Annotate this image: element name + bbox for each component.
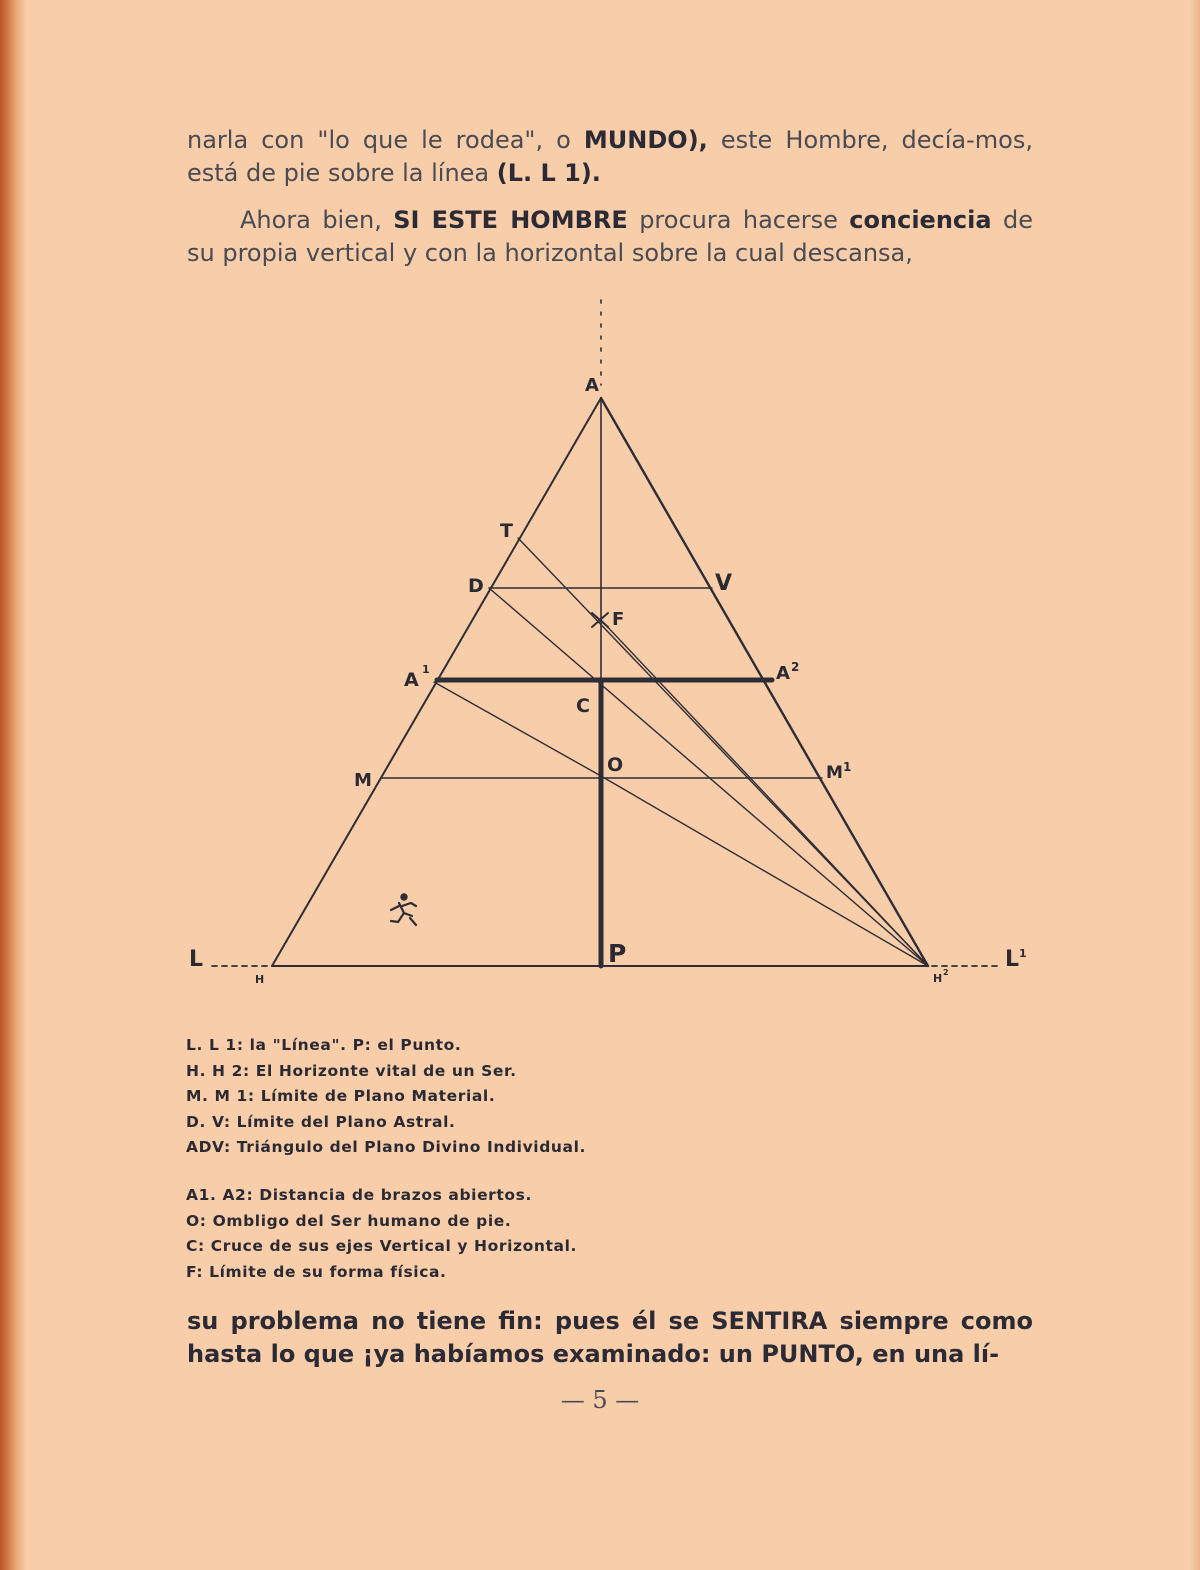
label-m1: M	[826, 763, 843, 783]
legend-group-1	[186, 1033, 586, 1161]
label-t: T	[500, 520, 513, 542]
label-a: A	[585, 375, 599, 396]
legend-item: F: Límite de su forma física.	[186, 1262, 447, 1281]
legend-item: H. H 2: El Horizonte vital de un Ser.	[186, 1061, 517, 1080]
bold-span: conciencia	[849, 206, 992, 234]
label-m: M	[354, 770, 372, 791]
text-span: narla con "lo que le rodea", o	[187, 126, 584, 154]
paragraph-bottom: su problema no tiene fin: pues él se SENTIRA siempre como hasta lo que ¡ya habíamos examinado: un PUNTO, en una lí-	[187, 1307, 1033, 1368]
label-h2-superscript: 2	[943, 968, 949, 977]
legend-item: C: Cruce de sus ejes Vertical y Horizontal.	[186, 1237, 578, 1255]
bold-span: MUNDO),	[583, 126, 708, 154]
label-o: O	[607, 754, 624, 776]
text-span: de su propia vertical y con la horizontal sobre la cual descansa,	[187, 206, 1033, 267]
bold-span: (L. L 1).	[496, 159, 601, 187]
label-l: L	[189, 947, 204, 972]
label-p: P	[608, 939, 627, 968]
legend-item: O: Ombligo del Ser humano de pie.	[186, 1211, 512, 1230]
label-h: H	[255, 973, 265, 986]
legend-group-2	[186, 1183, 577, 1285]
label-f: F	[612, 609, 625, 630]
line-o-h2	[601, 776, 928, 966]
line-f-h2	[601, 620, 928, 966]
label-l1-superscript: 1	[1019, 947, 1027, 960]
legend-item: A1. A2: Distancia de brazos abiertos.	[186, 1186, 532, 1204]
label-d: D	[468, 575, 484, 597]
text-span: este Hombre, decía-mos, está de pie sobre la línea	[187, 126, 1033, 187]
label-a1-superscript: 1	[422, 663, 430, 676]
page-number: — 5 —	[560, 1386, 640, 1414]
label-c: C	[576, 695, 590, 717]
label-l1: L	[1005, 947, 1020, 972]
label-m1-superscript: 1	[843, 760, 852, 774]
text-span: procura hacerse	[627, 206, 850, 234]
label-a2: A	[776, 663, 790, 684]
legend-item: L. L 1: la "Línea". P: el Punto.	[186, 1036, 462, 1054]
legend-item: D. V: Límite del Plano Astral.	[186, 1112, 456, 1131]
line-d-h2	[489, 588, 928, 966]
label-h2: H	[933, 972, 943, 985]
label-a2-superscript: 2	[791, 660, 800, 674]
label-a1: A	[404, 669, 419, 691]
legend-item: ADV: Triángulo del Plano Divino Individual.	[186, 1138, 586, 1156]
bold-span: SI ESTE HOMBRE	[393, 206, 628, 234]
label-v: V	[715, 571, 733, 596]
legend-item: M. M 1: Límite de Plano Material.	[186, 1087, 496, 1105]
running-figure-icon	[391, 894, 416, 925]
text-span: Ahora bien,	[240, 206, 394, 234]
